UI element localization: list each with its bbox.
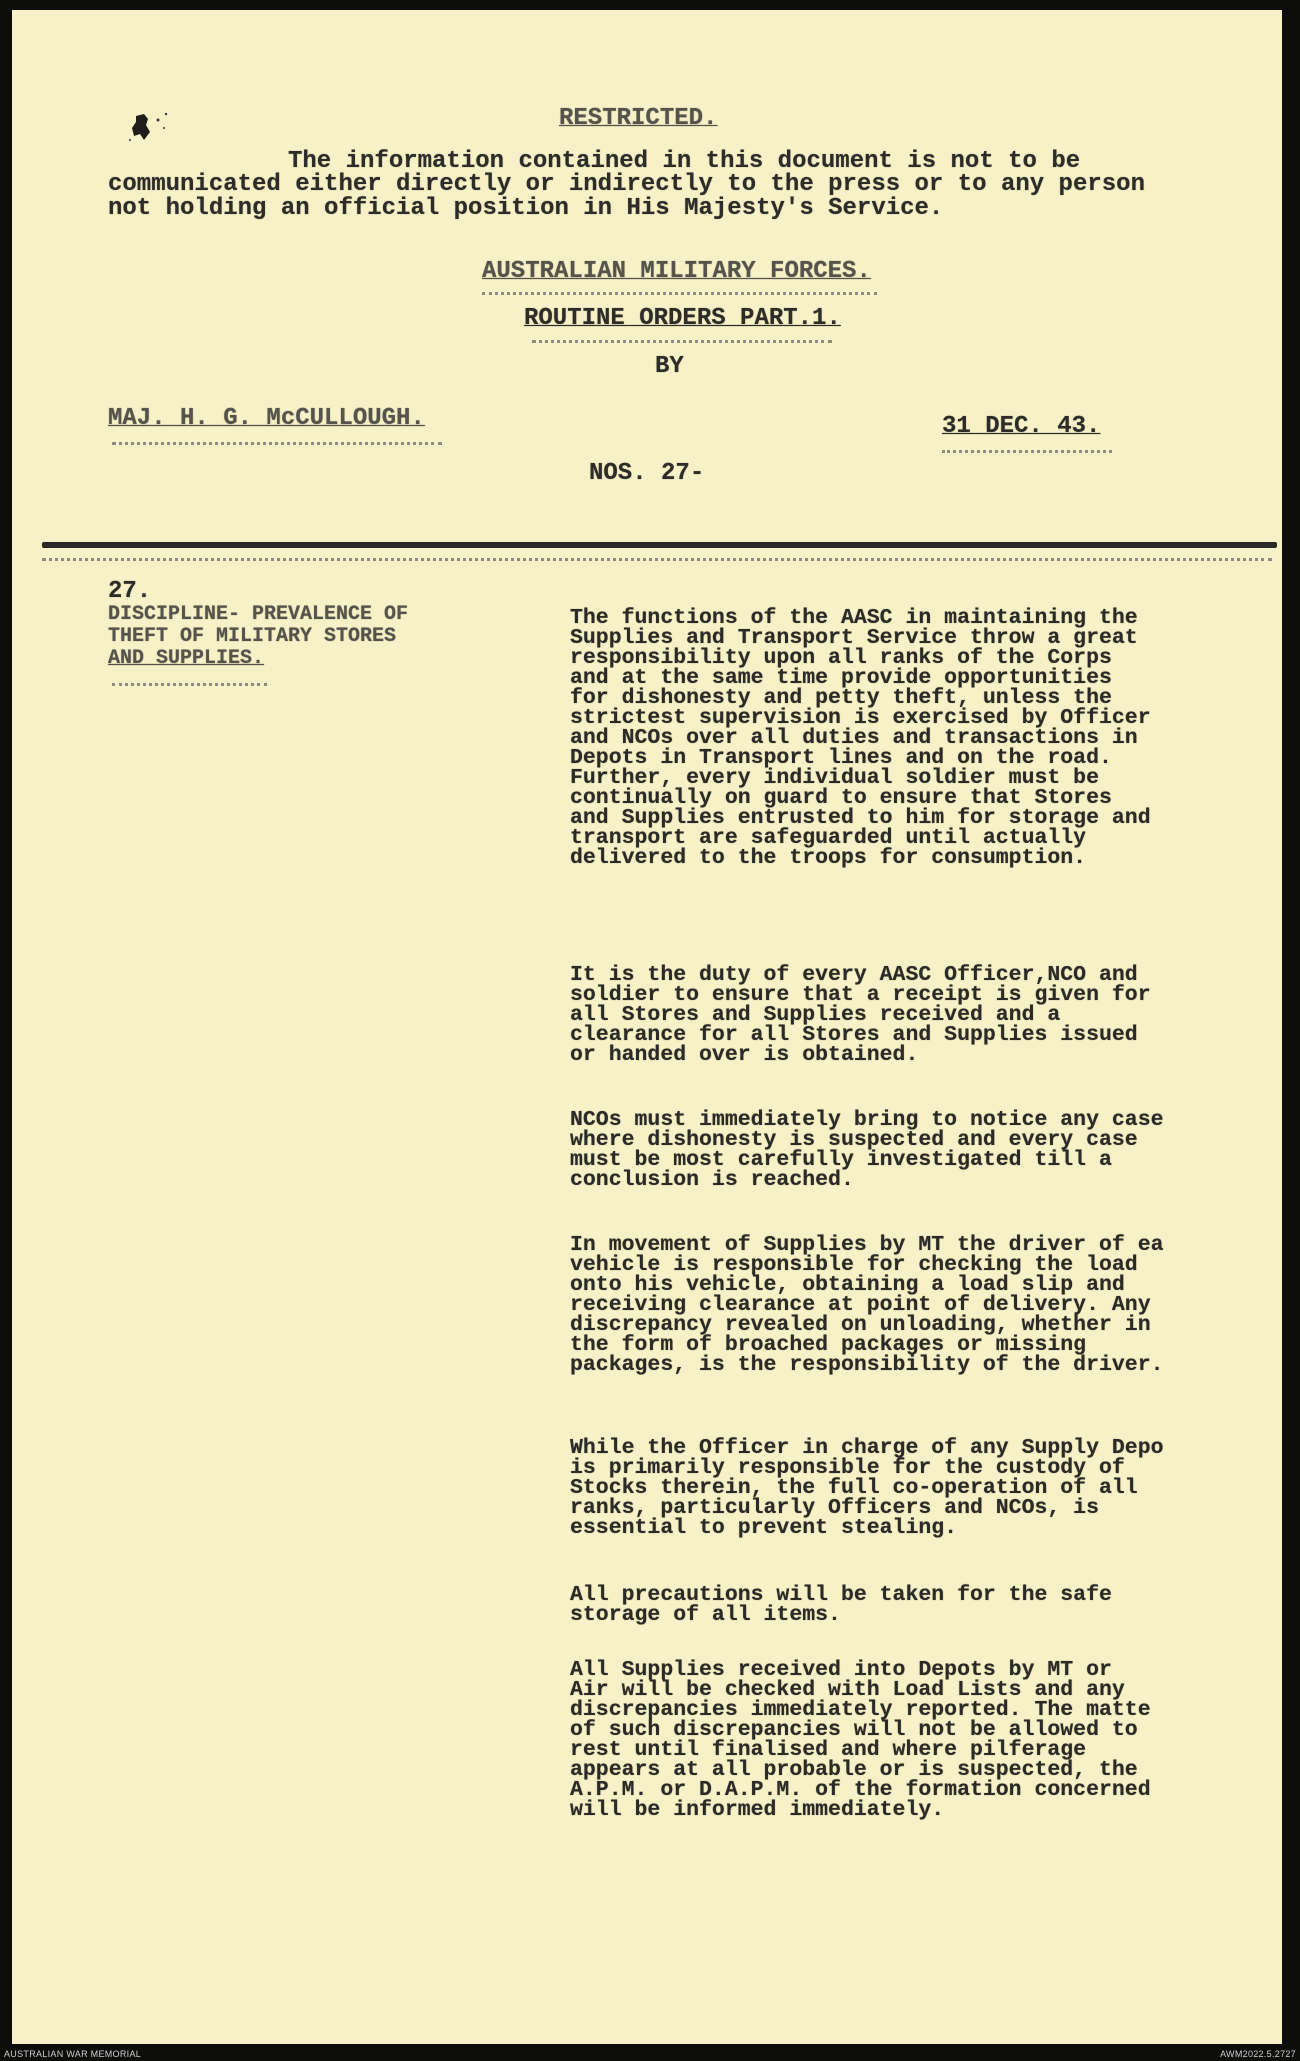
order-paragraph-1: The functions of the AASC in maintaining the Supplies and Transport Service throw a great responsibility upon all ranks of the Corps and at the same time provide opportunities for dishonesty and petty theft, unless the strictest supervision is exercised by Officer and NCOs over all duties and transactions in Depots in Transport lines and on the road. Further, every individual soldier must be continually on guard to ensure that Stores and Supplies entrusted to him for storage and transport are safeguarded until actually delivered to the troops for consumption. [570,606,1151,870]
by-label: BY [655,353,684,380]
order-heading-line-2: THEFT OF MILITARY STORES [108,625,397,648]
forces-heading: AUSTRALIAN MILITARY FORCES. [482,258,871,285]
order-numbers: NOS. 27- [589,460,705,487]
order-paragraph-2: It is the duty of every AASC Officer,NCO and soldier to ensure that a receipt is given for all Stores and Supplies received and a clearance for all Stores and Supplies issued or handed over is obtained. [570,963,1151,1067]
order-paragraph-5: While the Officer in charge of any Supply Depo is primarily responsible for the custody of Stocks therein, the full co-operation of all ranks, particularly Officers and NCOs, is essential to prevent stealing. [570,1436,1164,1540]
notice-line-1: The information contained in this document is not to be [288,148,1081,175]
order-paragraph-4: In movement of Supplies by MT the driver of ea vehicle is responsible for checking the load onto his vehicle, obtaining a load slip and receiving clearance at point of delivery. Any discrepancy revealed on unloading, whether in the form of broached packages or missing packages, is the responsibility of the driver. [570,1233,1164,1377]
order-paragraph-6: All precautions will be taken for the safe storage of all items. [570,1583,1112,1627]
horizontal-rule [42,542,1277,548]
footer-reference: AWM2022.5.2727 [1220,2049,1296,2059]
order-paragraph-7: All Supplies received into Depots by MT or Air will be checked with Load Lists and any discrepancies immediately reported. The matte of such discrepancies will not be allowed to rest until finalised and where pilferage appears at all probable or is suspected, the A.P.M. or D.A.P.M. of the formation concerned will be informed immediately. [570,1658,1151,1822]
order-date: 31 DEC. 43. [942,413,1101,440]
orders-heading: ROUTINE ORDERS PART.1. [524,305,841,332]
officer-name: MAJ. H. G. McCULLOUGH. [108,405,425,432]
order-paragraph-3: NCOs must immediately bring to notice any case where dishonesty is suspected and every case must be most carefully investigated till a conclusion is reached. [570,1108,1164,1192]
order-heading-line-1: DISCIPLINE- PREVALENCE OF [108,603,409,626]
footer-institution: AUSTRALIAN WAR MEMORIAL [4,2049,142,2059]
classification-title: RESTRICTED. [559,105,718,132]
dotted-underline [112,683,267,686]
dotted-underline [482,292,877,295]
order-heading-line-3: AND SUPPLIES. [108,647,265,670]
dotted-underline [532,340,832,343]
dotted-rule [42,558,1272,561]
dotted-underline [112,442,442,445]
order-number: 27. [108,578,152,605]
ink-blot-mark [122,110,172,150]
notice-line-2: communicated either directly or indirectly to the press or to any person [108,171,1145,198]
notice-line-3: not holding an official position in His Majesty's Service. [108,195,944,222]
dotted-underline [942,450,1112,453]
document-page [12,10,1282,2044]
